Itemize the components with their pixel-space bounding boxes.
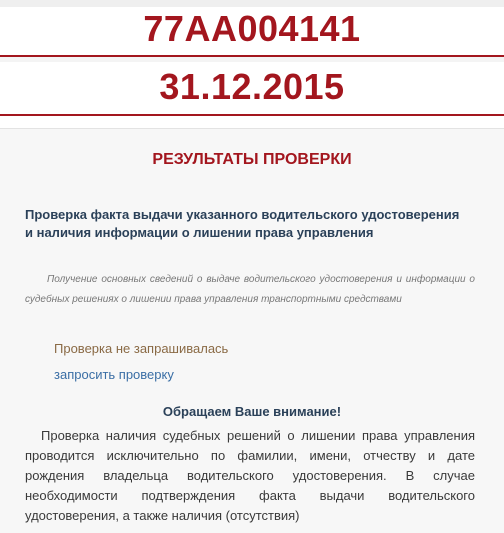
results-panel	[0, 128, 504, 533]
issue-date-field[interactable]: 31.12.2015	[0, 62, 504, 116]
results-title: РЕЗУЛЬТАТЫ ПРОВЕРКИ	[152, 151, 352, 168]
attention-text: Проверка наличия судебных решений о лишении права управления проводится исключительно по фамилии, имени, отчеству и дате рождения владельца водительского удостоверения. В случае необходимости подтверждения факта выдачи водительского удостоверения, а также наличия (отсутствия)	[25, 428, 475, 523]
license-number-field[interactable]: 77АА004141	[0, 7, 504, 57]
attention-title: Обращаем Ваше внимание!	[162, 404, 342, 419]
top-strip	[0, 0, 504, 7]
check-description: Получение основных сведений о выдаче водительского удостоверения и информации о судебных решениях о лишении права управления транспортными средствами	[25, 274, 475, 305]
check-heading: Проверка факта выдачи указанного водительского удостоверения и наличия информации о лишении права управления	[25, 207, 460, 240]
check-status: Проверка не запрашивалась	[54, 341, 229, 356]
request-check-link[interactable]: запросить проверку	[54, 367, 174, 382]
